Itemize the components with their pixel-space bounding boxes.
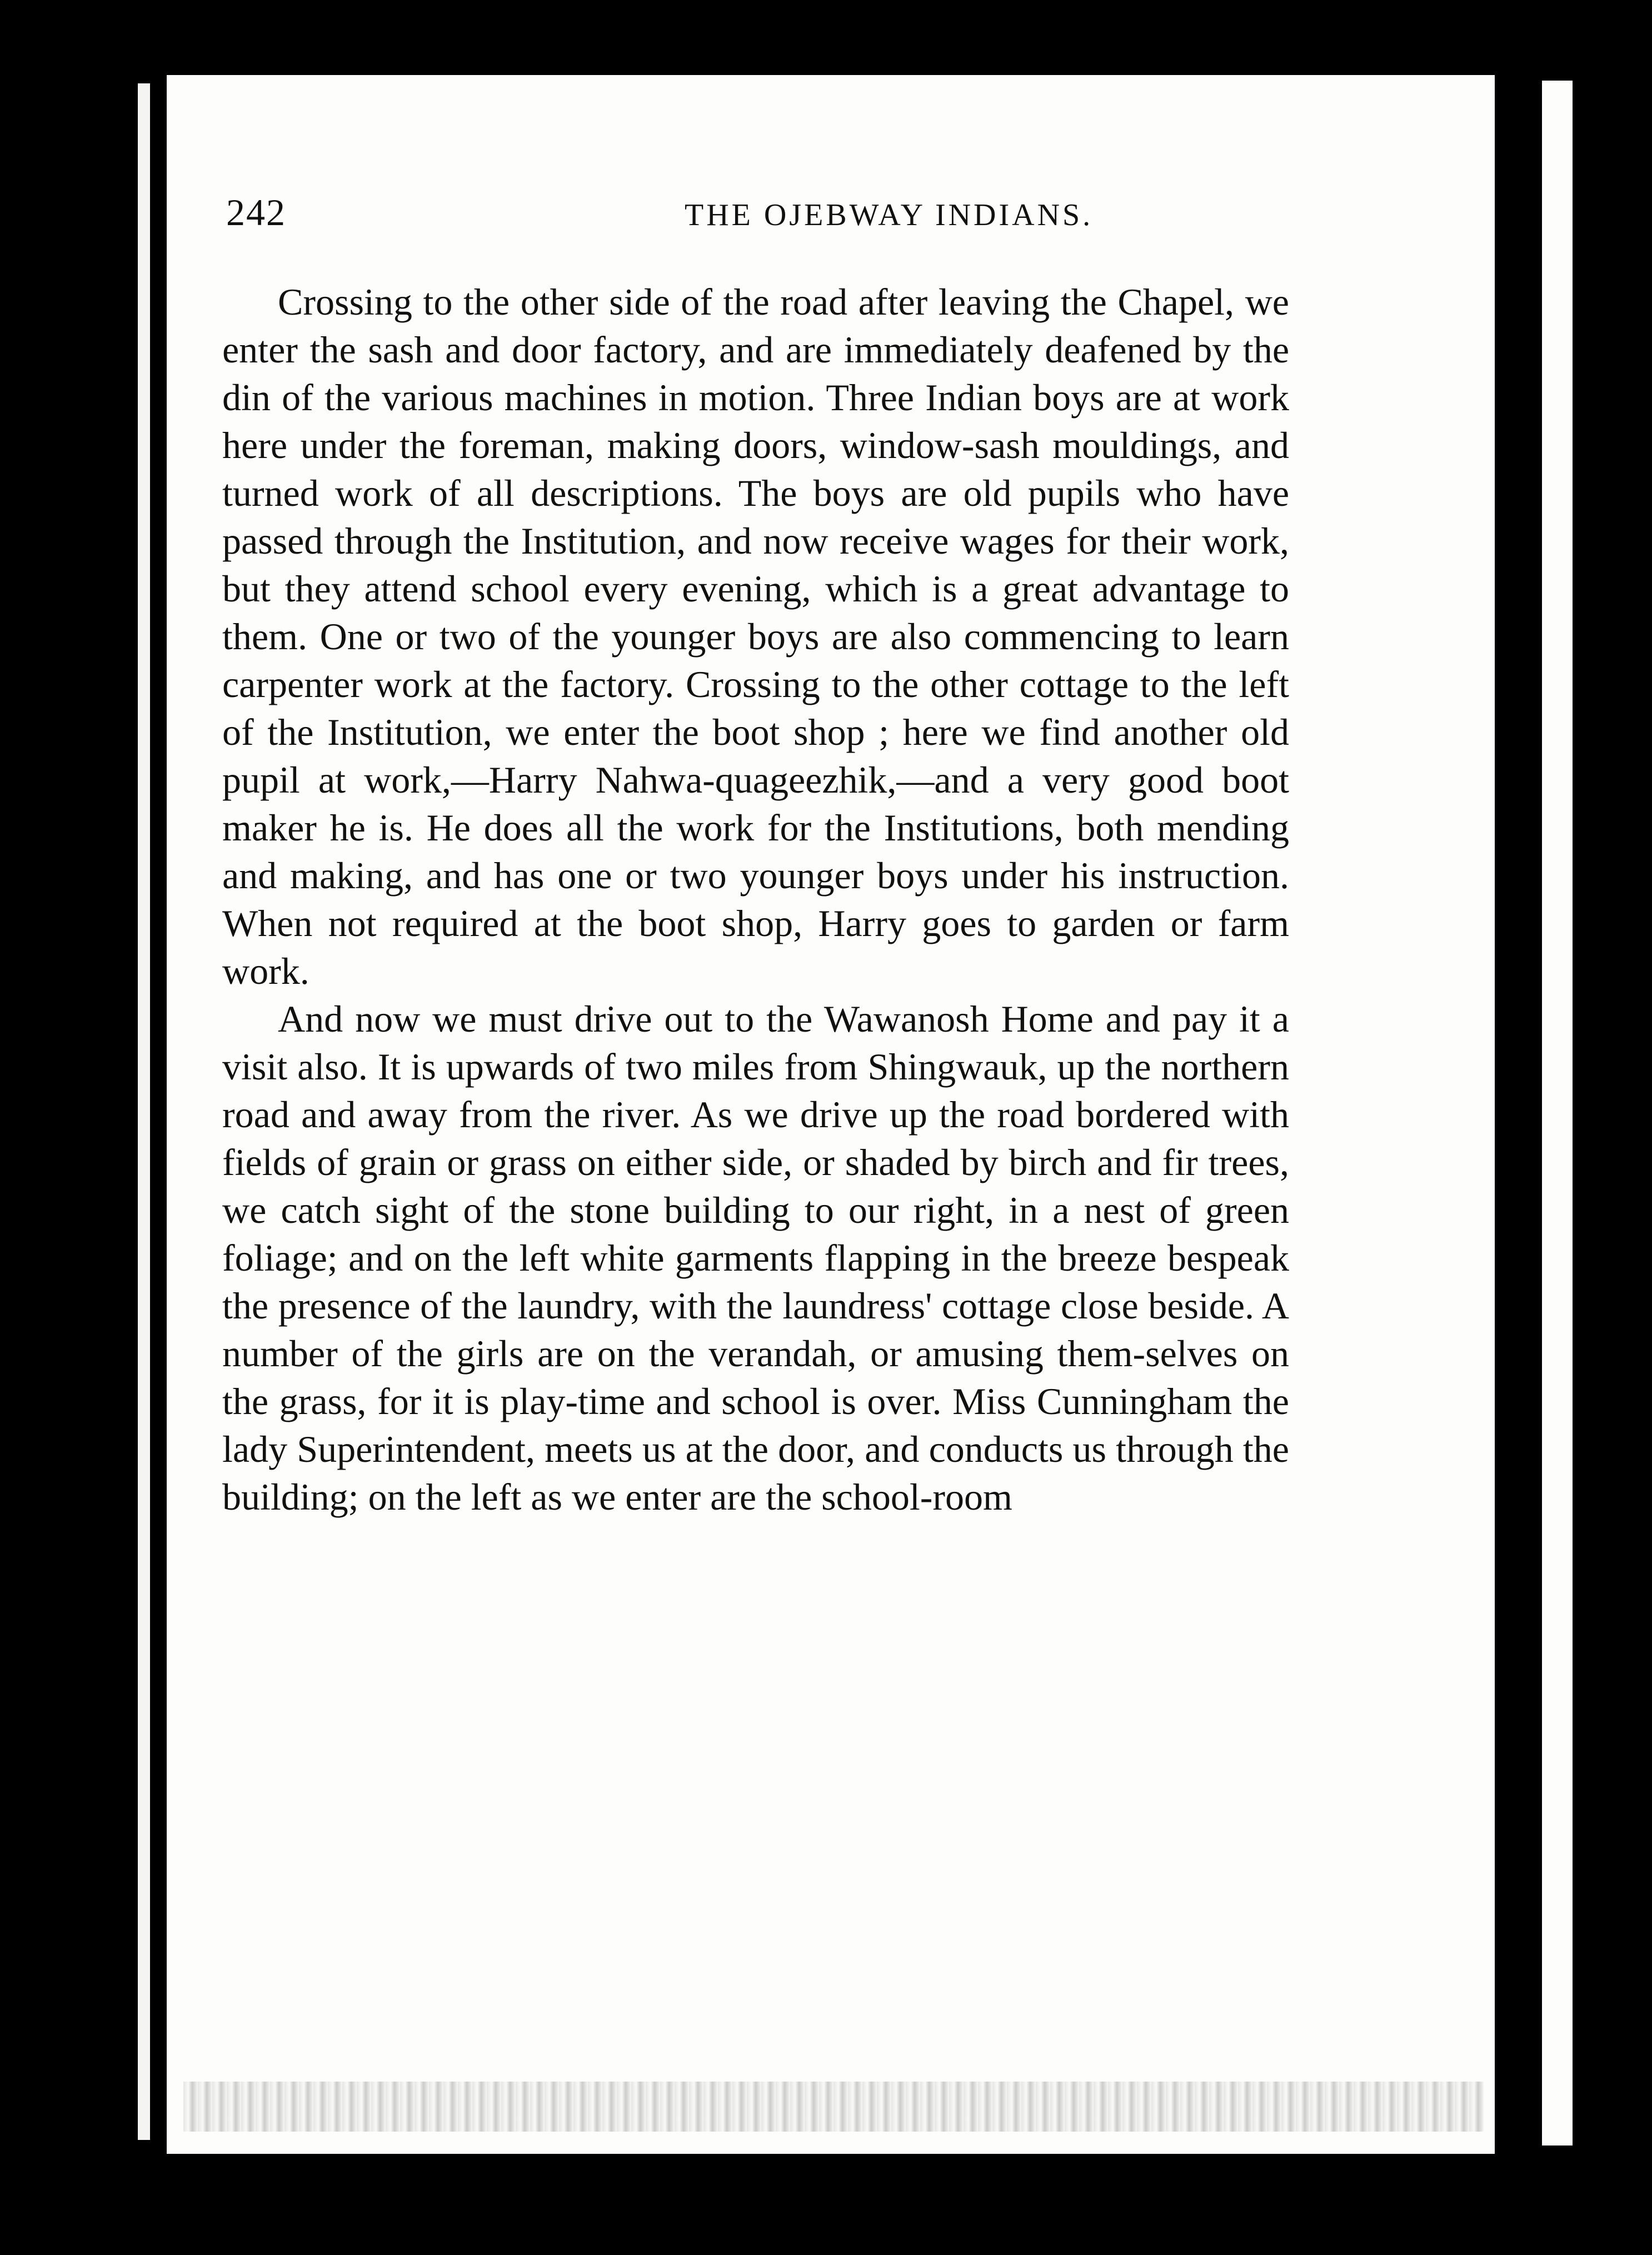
paragraph: Crossing to the other side of the road after leaving the Chapel, we enter the sash and door factory, and are immediately deafened by the din of the various machines in motion. Three Indian boys are at work here under the foreman, making doors, window-sash mouldings, and turned work of all descriptions. The boys are old pupils who have passed through the Institution, and now receive wages for their work, but they attend school every evening, which is a great advantage to them. One or two of the younger boys are also commencing to learn carpenter work at the factory. Crossing to the other cottage to the left of the Institution, we enter the boot shop ; here we find another old pupil at work,—Harry Nahwa-quageezhik,—and a very good boot maker he is. He does all the work for the Institutions, both mending and making, and has one or two younger boys under his instruction. When not required at the boot shop, Harry goes to garden or farm work. [222,281,1289,992]
page-header [226,181,1282,253]
paragraph: And now we must drive out to the Wawanosh Home and pay it a visit also. It is upwards of two miles from Shingwauk, up the northern road and away from the river. As we drive up the road bordered with fields of grain or grass on either side, or shaded by birch and fir trees, we catch sight of the stone building to our right, in a nest of green foliage; and on the left white garments flapping in the breeze bespeak the presence of the laundry, with the laundress' cottage close beside. A number of the girls are on the verandah, or amusing them-selves on the grass, for it is play-time and school is over. Miss Cunningham the lady Superintendent, meets us at the door, and conducts us through the building; on the left as we enter are the school-room [222,998,1289,1518]
page-bottom-edge [183,2082,1484,2132]
running-head: THE OJEBWAY INDIANS. [685,198,1094,232]
page-body [222,278,1289,1521]
right-page-edge [1542,81,1573,2146]
left-page-edge [138,83,150,2140]
page-number: 242 [226,191,286,233]
